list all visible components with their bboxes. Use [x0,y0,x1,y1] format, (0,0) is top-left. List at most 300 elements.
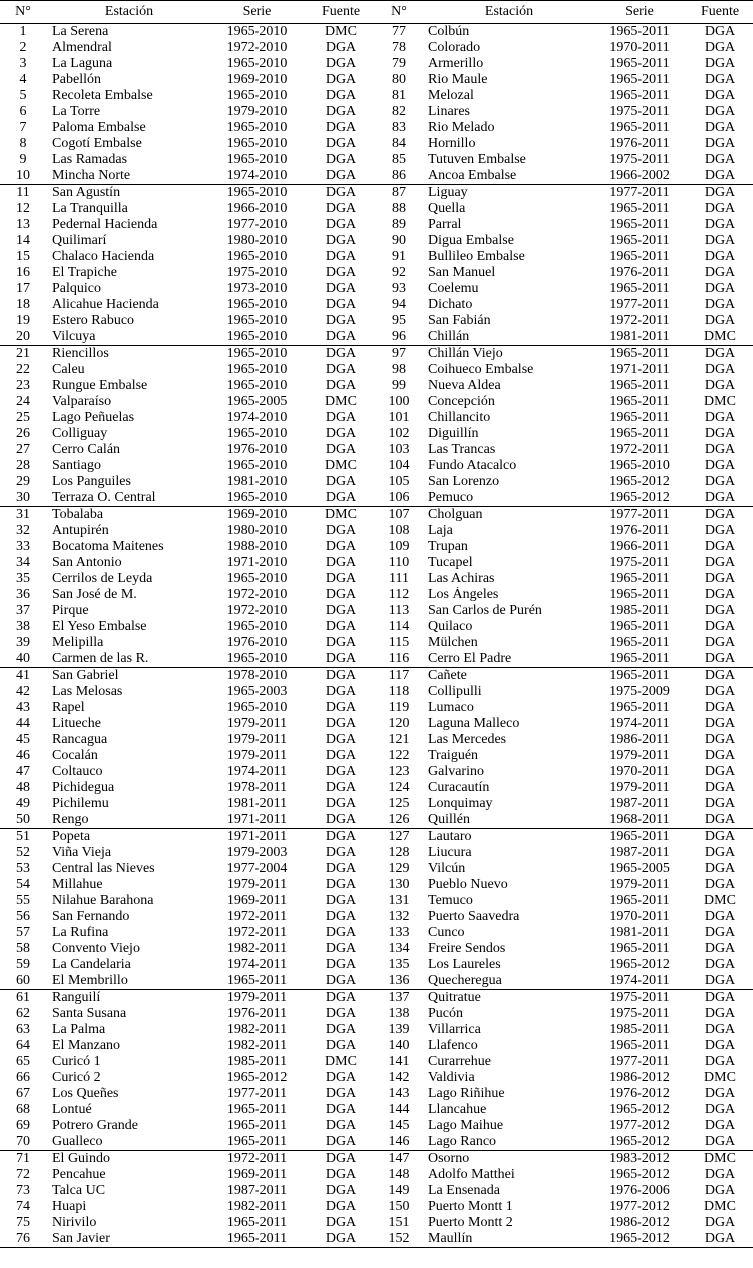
station-name: Terraza O. Central [52,490,156,505]
station-number: 141 [388,1054,410,1069]
station-number: 7 [19,120,27,135]
station-name: Coihueco Embalse [428,362,534,377]
station-series: 1982-2011 [226,1199,288,1214]
station-series: 1979-2011 [226,716,288,731]
station-name: Traiguén [428,748,479,763]
station-number: 89 [392,217,406,232]
station-series: 1979-2011 [208,990,306,1007]
station-number: 33 [16,539,30,554]
station-series: 1970-2011 [609,40,670,55]
station-number: 100 [388,394,410,409]
table-row [0,973,753,990]
station-source: DGA [306,990,376,1007]
station-source: DGA [704,120,736,135]
station-name: Tutuven Embalse [428,152,526,167]
station-number: 107 [376,507,422,524]
station-name: Cerro Calán [52,442,121,457]
station-series: 1979-2003 [226,845,288,860]
station-number: 56 [16,909,30,924]
station-number: 90 [392,233,406,248]
station-series: 1971-2011 [208,829,306,846]
station-source: DGA [325,490,357,505]
station-series: 1985-2011 [226,1054,288,1069]
table-row [0,1022,753,1038]
station-source: DGA [704,941,736,956]
station-series: 1965-2010 [226,619,288,634]
station-number: 121 [388,732,410,747]
table-row [0,716,753,732]
station-name: Mülchen [428,635,478,650]
station-number: 55 [16,893,30,908]
table-row [0,72,753,88]
station-series: 1965-2012 [609,1167,670,1182]
station-series: 1965-2011 [609,893,670,908]
station-name: Rapel [52,700,85,715]
station-source: DGA [325,555,357,570]
station-series: 1977-2004 [226,861,288,876]
station-source: DGA [325,72,357,87]
station-series: 1979-2010 [226,104,288,119]
station-source: DGA [704,104,736,119]
station-name: Rancagua [52,732,108,747]
station-number: 11 [0,185,46,202]
station-source: DGA [704,796,736,811]
station-source: DGA [704,812,736,827]
table-row [0,410,753,426]
station-series: 1987-2011 [609,845,670,860]
station-name: Cerrilos de Leyda [52,571,153,586]
station-name: San Lorenzo [428,474,500,489]
station-source: DGA [325,1038,357,1053]
station-series: 1975-2011 [609,555,670,570]
station-series: 1969-2011 [226,1167,288,1182]
station-name: Lonquimay [428,796,493,811]
station-number: 18 [16,297,30,312]
table-row [0,152,753,168]
station-series: 1965-2010 [226,297,288,312]
station-number: 147 [376,1151,422,1168]
station-series: 1974-2011 [226,764,288,779]
station-series: 1982-2011 [226,1022,288,1037]
station-number: 12 [16,201,30,216]
station-source: DGA [325,957,357,972]
table-row [0,1134,753,1151]
station-number: 17 [16,281,30,296]
station-series: 1966-2002 [609,168,670,183]
station-series: 1965-2011 [609,72,670,87]
station-series: 1965-2011 [609,410,670,425]
station-source: DGA [687,829,753,846]
station-source: DGA [704,732,736,747]
station-series: 1965-2011 [226,1102,288,1117]
station-source: DGA [704,571,736,586]
station-series: 1965-2012 [609,957,670,972]
header-series-right: Serie [592,1,687,24]
station-number: 4 [19,72,27,87]
station-source: DGA [325,313,357,328]
table-row [0,1231,753,1248]
station-number: 136 [388,973,410,988]
station-source: DGA [325,1102,357,1117]
station-series: 1979-2011 [226,748,288,763]
station-source: DGA [704,1038,736,1053]
table-row [0,845,753,861]
station-series: 1965-2011 [226,1118,288,1133]
station-series: 1976-2006 [609,1183,670,1198]
station-name: La Ensenada [428,1183,500,1198]
station-source: DGA [325,523,357,538]
station-name: Villarrica [428,1022,481,1037]
station-source: DGA [325,764,357,779]
station-name: Pedernal Hacienda [52,217,158,232]
station-name: Lontué [52,1102,92,1117]
station-number: 91 [392,249,406,264]
table-row [0,1070,753,1086]
station-series: 1981-2011 [226,796,288,811]
station-number: 112 [388,587,410,602]
station-number: 13 [16,217,30,232]
station-number: 15 [16,249,30,264]
station-series: 1965-2010 [226,24,288,39]
station-name: Liucura [428,845,472,860]
station-number: 24 [16,394,30,409]
station-series: 1965-2010 [226,120,288,135]
station-name: Alicahue Hacienda [52,297,159,312]
station-number: 23 [16,378,30,393]
station-number: 52 [16,845,30,860]
station-source: DGA [325,635,357,650]
station-series: 1965-2012 [592,1231,687,1248]
station-name: Lago Riñihue [428,1086,505,1101]
station-source: DGA [704,1006,736,1021]
station-source: DGA [704,410,736,425]
station-number: 109 [388,539,410,554]
station-series: 1965-2011 [592,829,687,846]
station-source: DMC [704,893,736,908]
station-number: 128 [388,845,410,860]
station-name: Talca UC [52,1183,106,1198]
station-name: Temuco [428,893,473,908]
station-series: 1965-2010 [226,571,288,586]
station-source: DGA [704,780,736,795]
station-name: Santiago [52,458,101,473]
station-series: 1975-2011 [609,104,670,119]
station-number: 43 [16,700,30,715]
station-source: DGA [704,297,736,312]
station-number: 152 [376,1231,422,1248]
station-series: 1965-2010 [226,313,288,328]
table-row [0,603,753,619]
station-name: La Laguna [52,56,113,71]
station-name: Cerro El Padre [428,651,512,666]
table-row [0,1118,753,1134]
station-name: Freire Sendos [428,941,506,956]
station-number: 87 [376,185,422,202]
station-name: Colorado [428,40,481,55]
station-name: Colliguay [52,426,108,441]
station-number: 38 [16,619,30,634]
station-name: Quecheregua [428,973,502,988]
station-name: Pabellón [52,72,101,87]
station-number: 19 [16,313,30,328]
station-name: Potrero Grande [52,1118,138,1133]
station-number: 40 [16,651,30,666]
station-series: 1970-2011 [609,764,670,779]
station-name: San Fabián [428,313,491,328]
station-number: 54 [16,877,30,892]
station-series: 1970-2011 [609,909,670,924]
station-name: Vilcún [428,861,466,876]
station-source: DMC [704,394,736,409]
table-row [0,523,753,539]
table-row [0,829,753,846]
station-name: Lago Ranco [428,1134,497,1149]
station-name: Valdivia [428,1070,475,1085]
station-source: DGA [704,362,736,377]
header-num-right: N° [376,1,422,24]
station-source: DGA [325,426,357,441]
station-number: 46 [16,748,30,763]
station-number: 41 [0,668,46,685]
station-source: DGA [325,539,357,554]
station-series: 1972-2011 [208,1151,306,1168]
station-series: 1969-2010 [226,72,288,87]
station-name: Santa Susana [52,1006,127,1021]
table-row [0,1102,753,1118]
table-row [0,56,753,72]
station-series: 1977-2010 [226,217,288,232]
header-station-left: Estación [46,1,208,24]
station-source: DGA [325,120,357,135]
station-source: DGA [325,1199,357,1214]
station-series: 1965-2010 [226,458,288,473]
station-source: DGA [325,40,357,55]
station-series: 1972-2010 [226,603,288,618]
table-row [0,362,753,378]
station-number: 50 [16,812,30,827]
station-name: Pencahue [52,1167,106,1182]
station-number: 88 [392,201,406,216]
table-row [0,764,753,780]
station-series: 1965-2010 [226,329,288,344]
station-name: Chalaco Hacienda [52,249,155,264]
station-name: Dichato [428,297,473,312]
station-series: 1979-2011 [609,780,670,795]
station-name: La Palma [52,1022,106,1037]
station-name: Gualleco [52,1134,103,1149]
station-name: San Agustín [46,185,208,202]
station-series: 1977-2011 [609,297,670,312]
station-series: 1981-2011 [609,925,670,940]
station-name: Pucón [428,1006,463,1021]
station-number: 95 [392,313,406,328]
station-name: La Tranquilla [52,201,128,216]
station-source: DMC [687,1151,753,1168]
table-row [0,1086,753,1102]
station-series: 1977-2012 [609,1118,670,1133]
station-series: 1965-2011 [609,120,670,135]
station-series: 1975-2009 [609,684,670,699]
station-source: DGA [325,861,357,876]
station-series: 1972-2011 [226,909,288,924]
station-source: DGA [704,1102,736,1117]
station-number: 5 [19,88,27,103]
station-number: 45 [16,732,30,747]
station-source: DGA [306,668,376,685]
station-source: DGA [704,378,736,393]
station-name: Trupan [428,539,468,554]
station-number: 120 [388,716,410,731]
station-name: Coelemu [428,281,479,296]
station-number: 78 [392,40,406,55]
station-series: 1974-2010 [226,410,288,425]
station-source: DGA [704,555,736,570]
station-number: 62 [16,1006,30,1021]
station-number: 36 [16,587,30,602]
station-name: Digua Embalse [428,233,514,248]
station-source: DGA [704,1086,736,1101]
station-source: DGA [325,716,357,731]
table-row [0,555,753,571]
station-series: 1965-2010 [226,249,288,264]
station-number: 137 [376,990,422,1007]
station-series: 1965-2012 [609,1134,670,1149]
station-series: 1965-2005 [226,394,288,409]
station-name: Cañete [422,668,592,685]
station-source: DGA [704,523,736,538]
station-source: DMC [325,394,357,409]
station-name: Almendral [52,40,112,55]
station-name: Rio Maule [428,72,488,87]
station-source: DGA [704,877,736,892]
station-series: 1965-2011 [609,571,670,586]
station-source: DGA [325,603,357,618]
station-name: Tobalaba [46,507,208,524]
station-series: 1974-2010 [226,168,288,183]
station-series: 1987-2011 [609,796,670,811]
station-name: Nueva Aldea [428,378,501,393]
table-row [0,329,753,346]
table-body [0,24,753,1248]
station-series: 1979-2011 [609,748,670,763]
table-row [0,539,753,555]
table-row [0,796,753,812]
station-number: 71 [0,1151,46,1168]
station-name: Los Ángeles [428,587,499,602]
table-row [0,957,753,973]
station-number: 98 [392,362,406,377]
station-name: Bocatoma Maitenes [52,539,164,554]
station-number: 134 [388,941,410,956]
station-number: 25 [16,410,30,425]
station-name: Estero Rabuco [52,313,135,328]
station-source: DMC [306,507,376,524]
station-series: 1978-2011 [226,780,288,795]
station-series: 1975-2011 [592,990,687,1007]
station-series: 1965-2011 [609,281,670,296]
station-series: 1975-2010 [226,265,288,280]
station-series: 1976-2011 [609,136,670,151]
station-source: DGA [704,217,736,232]
station-series: 1976-2011 [609,523,670,538]
station-source: DGA [325,168,357,183]
table-row [0,507,753,524]
station-number: 37 [16,603,30,618]
station-series: 1978-2010 [208,668,306,685]
station-series: 1965-2003 [226,684,288,699]
table-row [0,313,753,329]
table-row [0,281,753,297]
station-name: Antupirén [52,523,109,538]
station-name: Quella [428,201,466,216]
station-number: 59 [16,957,30,972]
station-source: DGA [306,346,376,363]
station-name: Quillén [428,812,470,827]
station-name: Chillancito [428,410,491,425]
station-series: 1971-2011 [226,812,288,827]
station-number: 47 [16,764,30,779]
table-row [0,88,753,104]
station-name: La Rufina [52,925,109,940]
station-name: Rengo [52,812,89,827]
station-name: Puerto Saavedra [428,909,520,924]
station-source: DGA [325,88,357,103]
station-series: 1965-2011 [609,24,670,39]
station-series: 1965-2011 [609,56,670,71]
table-row [0,474,753,490]
station-series: 1965-2011 [609,201,670,216]
station-source: DGA [704,201,736,216]
table-row [0,40,753,56]
station-name: San Javier [46,1231,208,1248]
station-series: 1972-2011 [609,442,670,457]
station-series: 1965-2011 [609,651,670,666]
station-name: Los Laureles [428,957,501,972]
station-number: 9 [19,152,27,167]
station-number: 48 [16,780,30,795]
station-source: DGA [704,909,736,924]
station-series: 1965-2011 [592,346,687,363]
station-number: 133 [388,925,410,940]
station-name: Ancoa Embalse [428,168,517,183]
station-name: Cholguan [422,507,592,524]
station-series: 1976-2012 [609,1086,670,1101]
table-row [0,668,753,685]
station-source: DGA [325,780,357,795]
station-number: 16 [16,265,30,280]
table-row [0,265,753,281]
station-number: 39 [16,635,30,650]
header-num-left: N° [0,1,46,24]
table-row [0,861,753,877]
station-number: 81 [392,88,406,103]
station-name: Hornillo [428,136,476,151]
station-source: DGA [704,603,736,618]
station-number: 96 [392,329,406,344]
station-series: 1965-2010 [226,651,288,666]
station-number: 103 [388,442,410,457]
station-name: Popeta [46,829,208,846]
station-source: DGA [704,1054,736,1069]
station-series: 1986-2012 [609,1215,670,1230]
table-row [0,490,753,507]
station-name: San Fernando [52,909,130,924]
station-source: DGA [325,925,357,940]
table-row [0,1183,753,1199]
station-number: 108 [388,523,410,538]
station-source: DGA [325,378,357,393]
table-row [0,684,753,700]
